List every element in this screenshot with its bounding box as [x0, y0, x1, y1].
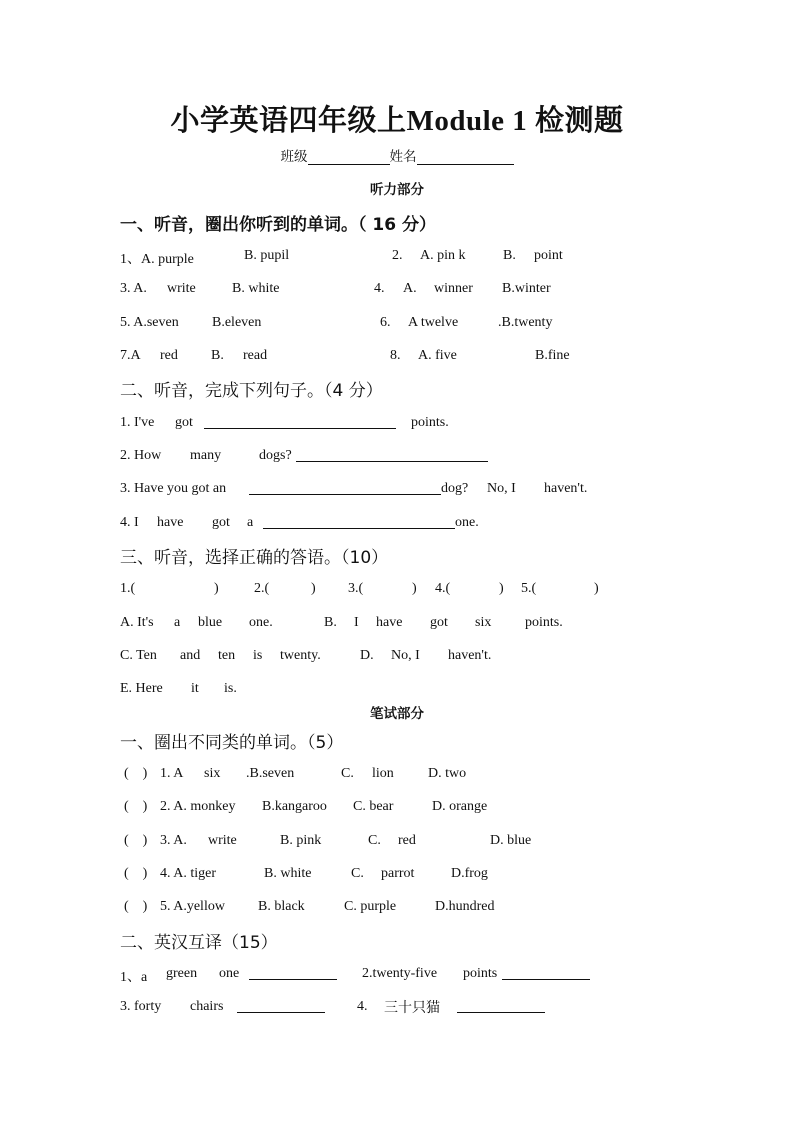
writing-part-heading: 笔试部分	[370, 706, 424, 721]
w1-r4-5: D.frog	[451, 866, 488, 881]
s3-blank-2-open: 2.(	[254, 581, 270, 596]
w1-r3-4: C.	[368, 833, 381, 848]
w1-r1-4: C.	[341, 766, 354, 781]
s1-q1-a: 1、A. purple	[120, 252, 194, 267]
s3-option-e-1: E. Here	[120, 681, 163, 696]
w1-r2-1: 2. A. monkey	[160, 799, 236, 814]
w2-q4-2: 三十只猫	[384, 1000, 440, 1016]
s3-option-b-1: B.	[324, 615, 337, 630]
s2-q2-blank[interactable]	[296, 461, 488, 462]
s2-q4-blank[interactable]	[263, 528, 455, 529]
s3-option-b-2: I	[354, 615, 359, 630]
s3-option-a-2: a	[174, 615, 181, 630]
name-label: 姓名	[389, 149, 417, 164]
s2-q4-c: got	[212, 515, 230, 530]
w1-r1-5: lion	[372, 766, 394, 781]
s1-q8-a: A. five	[418, 348, 457, 363]
written-section-1-heading: 一、圈出不同类的单词。（5）	[120, 733, 344, 753]
s1-q2-b: B.	[503, 248, 516, 263]
w1-r4-paren[interactable]: ( )	[124, 866, 148, 881]
s1-q7-a: red	[160, 348, 178, 363]
s1-q2-num: 2.	[392, 248, 403, 263]
s1-q2-b-word: point	[534, 248, 563, 263]
s1-q3-num: 3. A.	[120, 281, 147, 296]
section-3-heading: 三、听音，选择正确的答语。（10）	[120, 548, 389, 568]
w1-r2-paren[interactable]: ( )	[124, 799, 148, 814]
w1-r3-5: red	[398, 833, 416, 848]
s1-q3-a: write	[167, 281, 196, 296]
s1-q5-b: B.eleven	[212, 315, 262, 330]
s3-blank-2-close: )	[311, 581, 316, 596]
w1-r1-6: D. two	[428, 766, 467, 781]
s3-option-d-1: D.	[360, 648, 374, 663]
s1-q4-a: A.	[403, 281, 417, 296]
w1-r1-1: 1. A	[160, 766, 184, 781]
s3-blank-5-close: )	[594, 581, 599, 596]
s3-option-e-3: is.	[224, 681, 237, 696]
w1-r4-2: B. white	[264, 866, 312, 881]
s3-option-b-4: got	[430, 615, 448, 630]
w2-q1-2: green	[166, 966, 198, 981]
w2-q2-blank[interactable]	[502, 979, 590, 980]
s3-blank-3-close: )	[412, 581, 417, 596]
w1-r3-paren[interactable]: ( )	[124, 833, 148, 848]
s3-option-b-5: six	[475, 615, 492, 630]
s1-q3-b: B. white	[232, 281, 280, 296]
s1-q6-a: A twelve	[408, 315, 459, 330]
s2-q3-a: 3. Have you got an	[120, 481, 227, 496]
s1-q4-a-word: winner	[434, 281, 473, 296]
w2-q4-1: 4.	[357, 999, 368, 1014]
s1-q7-num: 7.A	[120, 348, 141, 363]
w1-r5-1: 5. A.yellow	[160, 899, 225, 914]
s3-blank-1-close: )	[214, 581, 219, 596]
s3-option-b-3: have	[376, 615, 403, 630]
s2-q3-c: No, I	[487, 481, 516, 496]
s3-option-d-3: haven't.	[448, 648, 492, 663]
w1-r4-1: 4. A. tiger	[160, 866, 216, 881]
s3-option-d-2: No, I	[391, 648, 420, 663]
s3-option-a-4: one.	[249, 615, 273, 630]
s3-blank-5-open: 5.(	[521, 581, 537, 596]
s2-q1-end: points.	[411, 415, 449, 430]
s3-option-c-1: C. Ten	[120, 648, 157, 663]
s3-option-b-6: points.	[525, 615, 563, 630]
s1-q8-b: B.fine	[535, 348, 570, 363]
s3-option-c-3: ten	[218, 648, 236, 663]
s2-q2-c: dogs?	[259, 448, 292, 463]
s2-q3-d: haven't.	[544, 481, 588, 496]
w1-r3-3: B. pink	[280, 833, 322, 848]
listening-part-heading: 听力部分	[370, 182, 424, 197]
w1-r3-1: 3. A.	[160, 833, 187, 848]
w1-r5-3: C. purple	[344, 899, 397, 914]
w2-q1-blank[interactable]	[249, 979, 337, 980]
s3-option-c-5: twenty.	[280, 648, 321, 663]
s2-q2-b: many	[190, 448, 222, 463]
s1-q5-a: 5. A.seven	[120, 315, 179, 330]
s1-q8-num: 8.	[390, 348, 401, 363]
s1-q6-num: 6.	[380, 315, 391, 330]
s1-q7-b-word: read	[243, 348, 268, 363]
s2-q2-a: 2. How	[120, 448, 162, 463]
s3-blank-1-open: 1.(	[120, 581, 136, 596]
s3-option-e-2: it	[191, 681, 199, 696]
s3-option-a-3: blue	[198, 615, 223, 630]
s1-q1-b: B. pupil	[244, 248, 290, 263]
page-title: 小学英语四年级上Module 1 检测题	[170, 105, 624, 137]
w1-r5-4: D.hundred	[435, 899, 495, 914]
w2-q3-2: chairs	[190, 999, 224, 1014]
section-2-heading: 二、听音，完成下列句子。（4 分）	[120, 381, 383, 401]
s2-q3-b: dog?	[441, 481, 469, 496]
w1-r1-paren[interactable]: ( )	[124, 766, 148, 781]
s2-q4-b: have	[157, 515, 184, 530]
s2-q1-blank[interactable]	[204, 428, 396, 429]
class-blank	[308, 150, 390, 165]
s3-option-a-1: A. It's	[120, 615, 154, 630]
s1-q4-b: B.winter	[502, 281, 551, 296]
w1-r5-paren[interactable]: ( )	[124, 899, 148, 914]
class-name-line	[0, 145, 794, 165]
s1-q2-a: A. pin k	[420, 248, 466, 263]
w1-r5-2: B. black	[258, 899, 305, 914]
s2-q4-d: a	[247, 515, 254, 530]
w2-q2-2: points	[463, 966, 498, 981]
s1-q4-num: 4.	[374, 281, 385, 296]
w1-r3-6: D. blue	[490, 833, 532, 848]
section-1-heading: 一、听音，圈出你听到的单词。（ 16 分）	[120, 215, 436, 235]
w1-r2-2: B.kangaroo	[262, 799, 327, 814]
s3-blank-4-close: )	[499, 581, 504, 596]
w1-r1-3: .B.seven	[246, 766, 295, 781]
s2-q4-end: one.	[455, 515, 479, 530]
s2-q1-a: 1. I've	[120, 415, 155, 430]
w2-q3-blank[interactable]	[237, 1012, 325, 1013]
s1-q7-b: B.	[211, 348, 224, 363]
w1-r4-4: parrot	[381, 866, 415, 881]
w2-q3-1: 3. forty	[120, 999, 162, 1014]
s3-option-c-2: and	[180, 648, 201, 663]
class-label: 班级	[280, 149, 308, 164]
s2-q3-blank[interactable]	[249, 494, 441, 495]
w2-q1-1: 1、a	[120, 970, 148, 985]
w1-r1-2: six	[204, 766, 221, 781]
s1-q6-b: .B.twenty	[498, 315, 553, 330]
w1-r2-4: D. orange	[432, 799, 488, 814]
w1-r2-3: C. bear	[353, 799, 394, 814]
s3-blank-4-open: 4.(	[435, 581, 451, 596]
w2-q4-blank[interactable]	[457, 1012, 545, 1013]
name-blank	[417, 150, 514, 165]
s2-q4-a: 4. I	[120, 515, 139, 530]
w2-q2-1: 2.twenty-five	[362, 966, 438, 981]
s2-q1-b: got	[175, 415, 193, 430]
written-section-2-heading: 二、英汉互译（15）	[120, 933, 278, 953]
w1-r3-2: write	[208, 833, 237, 848]
w2-q1-3: one	[219, 966, 240, 981]
s3-blank-3-open: 3.(	[348, 581, 364, 596]
s3-option-c-4: is	[253, 648, 263, 663]
w1-r4-3: C.	[351, 866, 364, 881]
